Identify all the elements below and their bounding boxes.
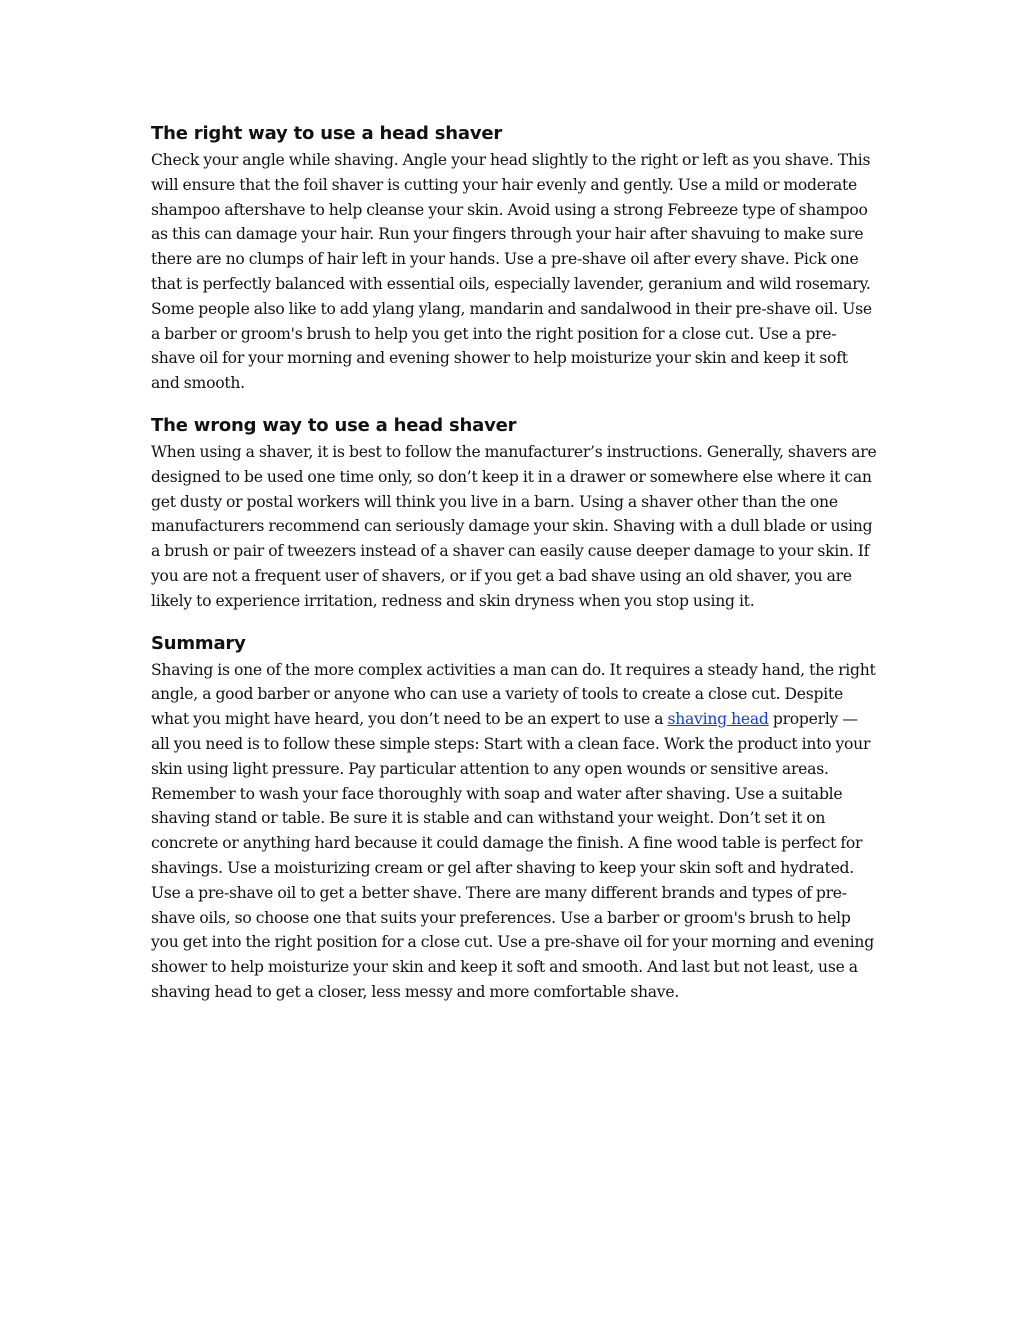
body-text-before-link: Shaving is one of the more complex activities a man can do. It requires a steady hand, the right angle, a good barber or anyone who can use a variety of tools to create a close cut. Despite what you might have heard, you don’t need to be an expert to use a (151, 660, 876, 729)
document-page (151, 120, 879, 1005)
section-body (151, 658, 879, 1005)
body-text-after-link: properly — all you need is to follow these simple steps: Start with a clean face. Work the product into your skin using light pressure. Pay particular attention to any open wounds or sensitive areas. Remember to wash your face thoroughly with soap and water after shaving. Use a suitable shaving stand or table. Be sure it is stable and can withstand your weight. Don’t set it on concrete or anything hard because it could damage the finish. A fine wood table is perfect for shavings. Use a moisturizing cream or gel after shaving to keep your skin soft and hydrated. Use a pre-shave oil to get a better shave. There are many different brands and types of pre-shave oils, so choose one that suits your preferences. Use a barber or groom's brush to help you get into the right position for a close cut. Use a pre-shave oil for your morning and evening shower to help moisturize your skin and keep it soft and smooth. And last but not least, use a shaving head to get a closer, less messy and more comfortable shave. (151, 710, 874, 1001)
shaving-head-link[interactable]: shaving head (667, 710, 769, 729)
section-heading: Summary (151, 632, 246, 654)
section-body: Check your angle while shaving. Angle your head slightly to the right or left as you shave. This will ensure that the foil shaver is cutting your hair evenly and gently. Use a mild or moderate shampoo aftershave to help cleanse your skin. Avoid using a strong Febreeze type of shampoo as this can damage your hair. Run your fingers through your hair after shavuing to make sure there are no clumps of hair left in your hands. Use a pre-shave oil after every shave. Pick one that is perfectly balanced with essential oils, especially lavender, geranium and wild rosemary. Some people also like to add ylang ylang, mandarin and sandalwood in their pre-shave oil. Use a barber or groom's brush to help you get into the right position for a close cut. Use a pre-shave oil for your morning and evening shower to help moisturize your skin and keep it soft and smooth. (151, 151, 872, 393)
section-heading: The right way to use a head shaver (151, 123, 503, 144)
section-right-way (151, 120, 879, 396)
section-heading: The wrong way to use a head shaver (151, 414, 517, 436)
section-wrong-way (151, 412, 879, 614)
section-body: When using a shaver, it is best to follow the manufacturer’s instructions. Generally, shavers are designed to be used one time only, so don’t keep it in a drawer or somewhere else where it can get dusty or postal workers will think you live in a barn. Using a shaver other than the one manufacturers recommend can seriously damage your skin. Shaving with a dull blade or using a brush or pair of tweezers instead of a shaver can easily cause deeper damage to your skin. If you are not a frequent user of shavers, or if you get a bad shave using an old shaver, you are likely to experience irritation, redness and skin dryness when you stop using it. (151, 442, 877, 610)
section-summary (151, 630, 879, 1005)
